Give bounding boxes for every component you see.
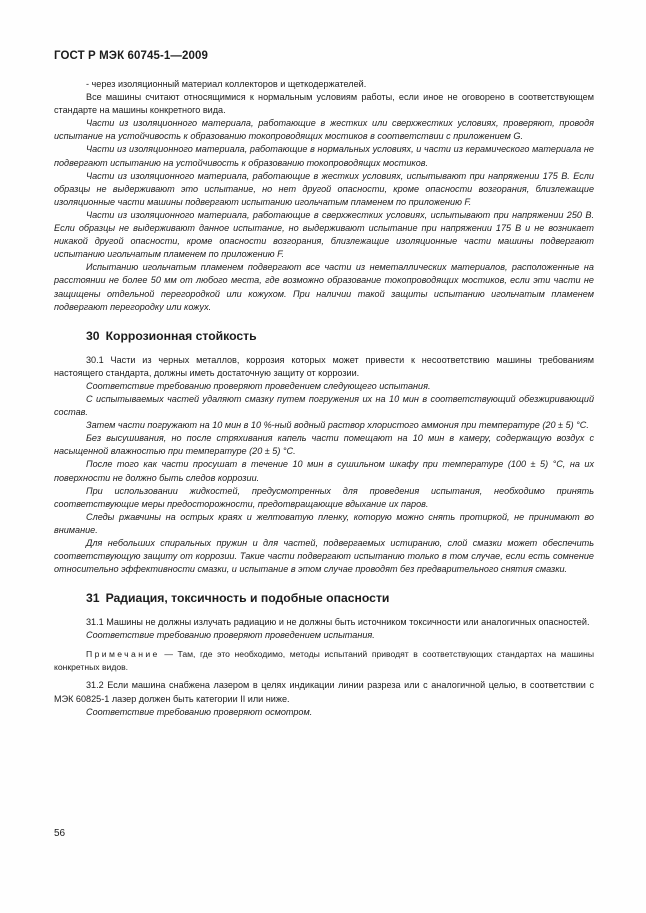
paragraph: Части из изоляционного материала, работающие в жестких условиях, испытывают при напряжении 175 В. Если образцы не выдерживают это испытание, но нет другой опасности, кроме опасности возгорания, близлежащие изоляционные части машины подвергают испытанию игольчатым пламенем по приложению F. (54, 170, 594, 207)
paragraph: 31.1 Машины не должны излучать радиацию и не должны быть источником токсичности или аналогичных опасностей. (86, 617, 590, 628)
section-title: Радиация, токсичность и подобные опасности (105, 591, 390, 606)
paragraph: При использовании жидкостей, предусмотренных для проведения испытания, необходимо принять соответствующие меры предосторожности, предотвращающие вдыхание их паров. (54, 485, 594, 509)
document-body (54, 78, 594, 719)
paragraph: - через изоляционный материал коллекторов и щеткодержателей. (86, 79, 367, 89)
page-number: 56 (54, 828, 66, 839)
paragraph: После того как части просушат в течение 10 мин в сушильном шкафу при температуре (100 ± 5) °С, на их поверхности не должно быть следов коррозии. (54, 459, 594, 483)
paragraph: Соответствие требованию проверяют проведением следующего испытания. (86, 380, 431, 391)
section-title: Коррозионная стойкость (105, 328, 257, 343)
paragraph: Следы ржавчины на острых краях и желтоватую пленку, которую можно снять протиркой, не принимают во внимание. (54, 511, 594, 535)
note-text: — Там, где это необходимо, методы испытаний приводят в соответствующих стандартах на машины конкретных видов. (54, 649, 594, 672)
note (54, 648, 594, 673)
section-number: 30 (86, 328, 100, 343)
paragraph: С испытываемых частей удаляют смазку путем погружения их на 10 мин в соответствующий обезжиривающий состав. (54, 393, 594, 418)
paragraph: Части из изоляционного материала, работающие в нормальных условиях, и части из керамического материала не подвергают испытанию на устойчивость к образованию токопроводящих мостиков. (54, 144, 594, 168)
paragraph: Соответствие требованию проверяют осмотром. (86, 706, 313, 717)
paragraph: Все машины считают относящимися к нормальным условиям работы, если иное не оговорено в соответствующем стандарте на машины конкретного вида. (54, 92, 594, 116)
paragraph: Части из изоляционного материала, работающие в сверхжестких условиях, испытывают при напряжении 250 В. Если образцы не выдерживают данное испытание, но выдерживают испытание при напряжении 175 В и не возникает никакой другой опасности, кроме опасности возгорания, близлежащие изоляционные части машины подвергают испытанию игольчатым пламенем по приложению F. (54, 209, 594, 260)
paragraph: Соответствие требованию проверяют проведением испытания. (86, 630, 375, 641)
paragraph: Части из изоляционного материала, работающие в жестких или сверхжестких условиях, проверяют, проводя испытание на устойчивость к образованию токопроводящих мостиков в соответствии с приложением G. (54, 118, 594, 142)
section-31-body (54, 616, 594, 718)
paragraph: Для небольших спиральных пружин и для частей, подвергаемых истиранию, слой смазки может обеспечить соответствующую защиту от коррозии. Такие части подвергают испытанию только в том случае, если есть сомнение относительно эффективности смазки, и испытание в этом случае проводят без предварительного снятия смазки. (54, 538, 594, 575)
top-paragraphs (54, 78, 594, 314)
paragraph: Испытанию игольчатым пламенем подвергают все части из неметаллических материалов, расположенные на расстоянии не более 50 мм от любого места, где возможно образование токопроводящих мостиков, если эти части не защищены отдельной перегородкой или кожухом. При наличии такой защиты испытанию игольчатым пламенем подвергают перегородку или кожух. (54, 262, 594, 312)
paragraph: Без высушивания, но после стряхивания капель части помещают на 10 мин в камеру, содержащую воздух с насыщенной влажностью при температуре (20 ± 5) °С. (54, 433, 594, 457)
section-30-body (54, 354, 594, 577)
document-header: ГОСТ Р МЭК 60745-1—2009 (54, 50, 208, 62)
note-label: Примечание (86, 649, 160, 660)
paragraph: 30.1 Части из черных металлов, коррозия которых может привести к несоответствию машины требованиям настоящего стандарта, должны иметь достаточную защиту от коррозии. (54, 354, 594, 378)
paragraph: 31.2 Если машина снабжена лазером в целях индикации линии разреза или с аналогичной целью, в соответствии с МЭК 60825-1 лазер должен быть категории II или ниже. (54, 680, 594, 704)
section-30-heading (54, 328, 594, 344)
section-31-heading (54, 590, 594, 606)
section-number: 31 (86, 591, 100, 606)
paragraph: Затем части погружают на 10 мин в 10 %-ный водный раствор хлористого аммония при температуре (20 ± 5) °С. (86, 420, 589, 431)
